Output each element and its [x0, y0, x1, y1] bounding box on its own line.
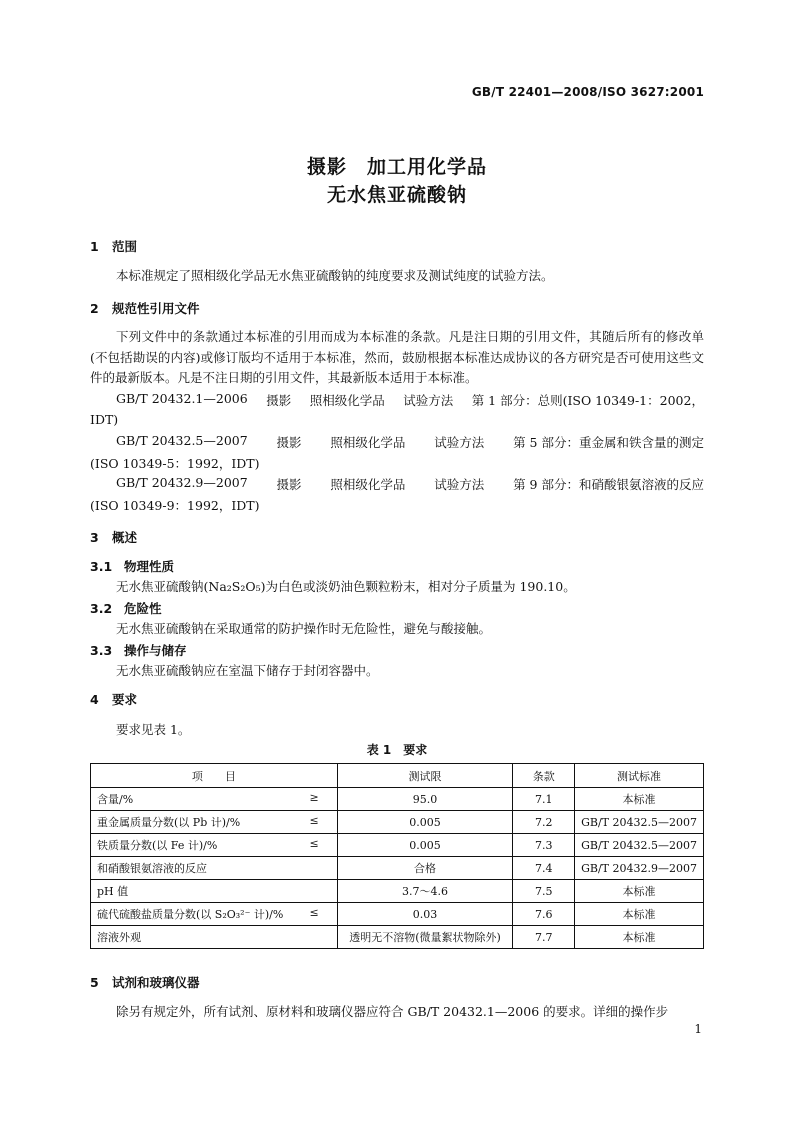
limit-cell: 3.7～4.6: [337, 880, 513, 903]
reference-3: GB/T 20432.9—2007 摄影 照相级化学品 试验方法 第 9 部分：和硝酸银氨溶液的反应: [116, 475, 704, 492]
limit-cell: 合格: [337, 857, 513, 880]
standard-cell: GB/T 20432.5—2007: [575, 811, 704, 834]
table-caption: 表 1 要求: [366, 743, 428, 757]
page-number: 1: [694, 1022, 702, 1036]
limit-cell: 0.03: [337, 903, 513, 926]
clause-cell: 7.6: [513, 903, 575, 926]
clause-cell: 7.4: [513, 857, 575, 880]
section-5-heading: 5 试剂和玻璃仪器: [90, 975, 200, 990]
section-2-heading: 2 规范性引用文件: [90, 301, 200, 316]
section-1-heading: 1 范围: [90, 239, 138, 254]
standard-cell: 本标准: [575, 926, 704, 949]
table-row: [91, 926, 704, 949]
item-name: 和硝酸银氨溶液的反应: [97, 862, 207, 875]
header-clause: 条款: [513, 764, 575, 788]
table-row: [91, 834, 704, 857]
table-row: [91, 903, 704, 926]
limit-cell: 透明无不溶物(微量絮状物除外): [337, 926, 513, 949]
clause-cell: 7.1: [513, 788, 575, 811]
table-row: [91, 788, 704, 811]
section-3-3-text: 无水焦亚硫酸钠应在室温下储存于封闭容器中。: [116, 663, 379, 678]
clause-cell: 7.2: [513, 811, 575, 834]
item-name: 溶液外观: [97, 931, 141, 944]
header-standard: 测试标准: [575, 764, 704, 788]
clause-cell: 7.3: [513, 834, 575, 857]
clause-cell: 7.5: [513, 880, 575, 903]
reference-2-cont: (ISO 10349-5：1992，IDT): [90, 456, 260, 471]
standard-cell: GB/T 20432.9—2007: [575, 857, 704, 880]
section-5-text: 除另有规定外，所有试剂、原材料和玻璃仪器应符合 GB/T 20432.1—2006 的要求。详细的操作步: [116, 1004, 669, 1019]
comparison-symbol: ≤: [309, 906, 319, 919]
limit-cell: 95.0: [337, 788, 513, 811]
table-row: [91, 811, 704, 834]
header-limit: 测试限: [337, 764, 513, 788]
limit-cell: 0.005: [337, 834, 513, 857]
section-3-2-heading: 3.2 危险性: [90, 601, 162, 616]
standard-cell: GB/T 20432.5—2007: [575, 834, 704, 857]
item-name: 含量/%: [97, 793, 134, 806]
table-row: [91, 880, 704, 903]
section-2-text: 下列文件中的条款通过本标准的引用而成为本标准的条款。凡是注日期的引用文件，其随后所有的修改单(不包括勘误的内容)或修订版均不适用于本标准，然而，鼓励根据本标准达成协议的各方研究是否可使用这些文件的最新版本。凡是不注日期的引用文件，其最新版本适用于本标准。: [90, 329, 704, 385]
section-3-heading: 3 概述: [90, 530, 138, 545]
standard-cell: 本标准: [575, 788, 704, 811]
section-3-1-heading: 3.1 物理性质: [90, 559, 175, 574]
item-name: 铁质量分数(以 Fe 计)/%: [97, 839, 218, 852]
comparison-symbol: [319, 929, 331, 945]
reference-1-cont: IDT): [90, 412, 119, 427]
table-header-row: [91, 764, 704, 788]
section-4-text: 要求见表 1。: [116, 722, 191, 737]
requirements-table: [90, 763, 704, 949]
comparison-symbol: ≤: [309, 837, 319, 850]
header-item: 项 目: [91, 764, 338, 788]
standard-cell: 本标准: [575, 903, 704, 926]
item-name: pH 值: [97, 885, 129, 898]
item-name: 重金属质量分数(以 Pb 计)/%: [97, 816, 241, 829]
comparison-symbol: [319, 860, 331, 876]
limit-cell: 0.005: [337, 811, 513, 834]
comparison-symbol: [319, 883, 331, 899]
section-1-text: 本标准规定了照相级化学品无水焦亚硫酸钠的纯度要求及测试纯度的试验方法。: [116, 268, 554, 283]
item-name: 硫代硫酸盐质量分数(以 S₂O₃²⁻ 计)/%: [97, 908, 284, 921]
standard-code: GB/T 22401—2008/ISO 3627:2001: [471, 85, 704, 99]
section-3-2-text: 无水焦亚硫酸钠在采取通常的防护操作时无危险性，避免与酸接触。: [116, 621, 492, 636]
standard-cell: 本标准: [575, 880, 704, 903]
reference-2: GB/T 20432.5—2007 摄影 照相级化学品 试验方法 第 5 部分：重金属和铁含量的测定: [116, 433, 704, 450]
comparison-symbol: ≤: [309, 814, 319, 827]
title-line-1: 摄影 加工用化学品: [306, 156, 487, 178]
clause-cell: 7.7: [513, 926, 575, 949]
section-3-3-heading: 3.3 操作与储存: [90, 643, 187, 658]
reference-1: GB/T 20432.1—2006 摄影 照相级化学品 试验方法 第 1 部分：总则(ISO 10349-1：2002，: [116, 391, 704, 408]
table-row: [91, 857, 704, 880]
section-4-heading: 4 要求: [90, 692, 138, 707]
title-line-2: 无水焦亚硫酸钠: [326, 184, 467, 206]
comparison-symbol: ≥: [309, 791, 319, 804]
reference-3-cont: (ISO 10349-9：1992，IDT): [90, 498, 260, 513]
section-3-1-text: 无水焦亚硫酸钠(Na₂S₂O₅)为白色或淡奶油色颗粒粉末，相对分子质量为 190.10。: [116, 579, 576, 594]
